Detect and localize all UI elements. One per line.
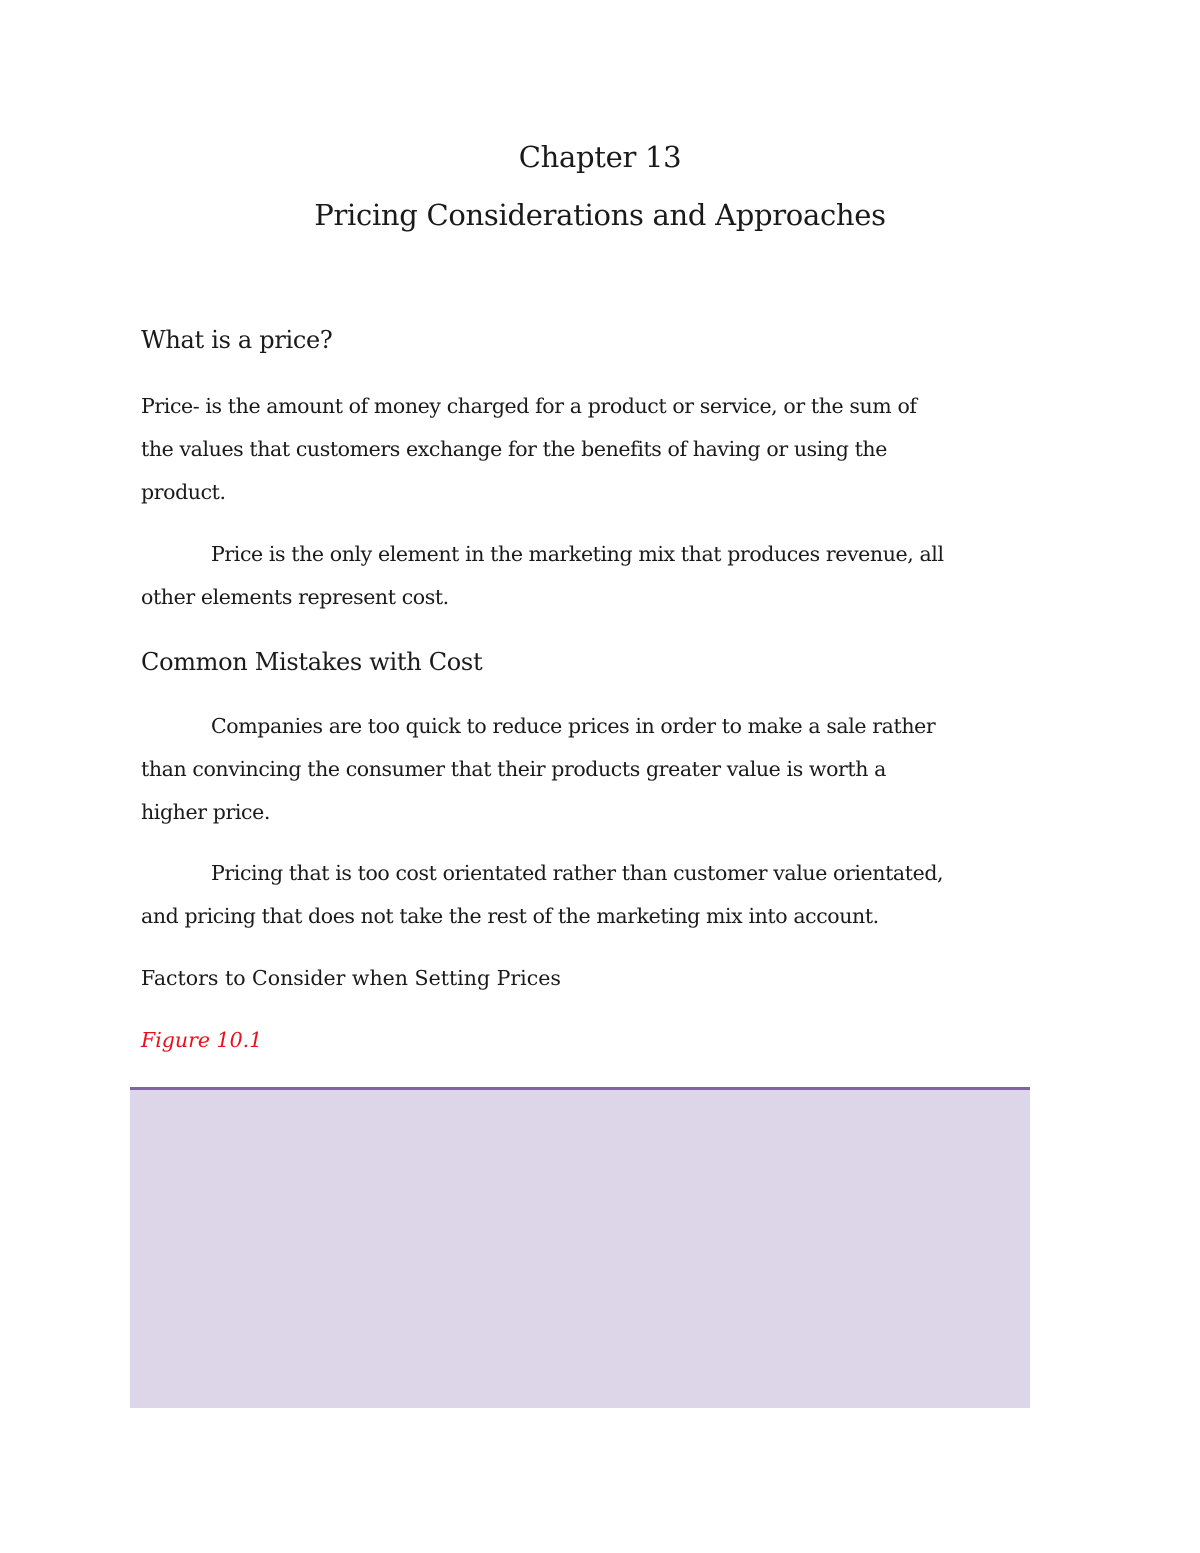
figure-placeholder [130,1087,1030,1408]
paragraph-line: the values that customers exchange for the benefits of having or using the [141,437,887,461]
paragraph-line: Pricing that is too cost orientated rather than customer value orientated, [211,861,944,885]
paragraph-line: Companies are too quick to reduce prices in order to make a sale rather [211,714,936,738]
chapter-title: Pricing Considerations and Approaches [314,198,886,232]
paragraph-line: product. [141,480,226,504]
paragraph-line: other elements represent cost. [141,585,449,609]
section-heading-factors: Factors to Consider when Setting Prices [141,966,561,990]
paragraph-line: than convincing the consumer that their products greater value is worth a [141,757,886,781]
section-heading-what-is-price: What is a price? [141,326,333,354]
figure-caption: Figure 10.1 [141,1028,263,1052]
paragraph-line: and pricing that does not take the rest of the marketing mix into account. [141,904,879,928]
paragraph-line: higher price. [141,800,270,824]
paragraph-line: Price is the only element in the marketing mix that produces revenue, all [211,542,944,566]
chapter-label: Chapter 13 [518,140,682,174]
section-heading-common-mistakes: Common Mistakes with Cost [141,648,483,676]
paragraph-line: Price- is the amount of money charged for a product or service, or the sum of [141,394,917,418]
